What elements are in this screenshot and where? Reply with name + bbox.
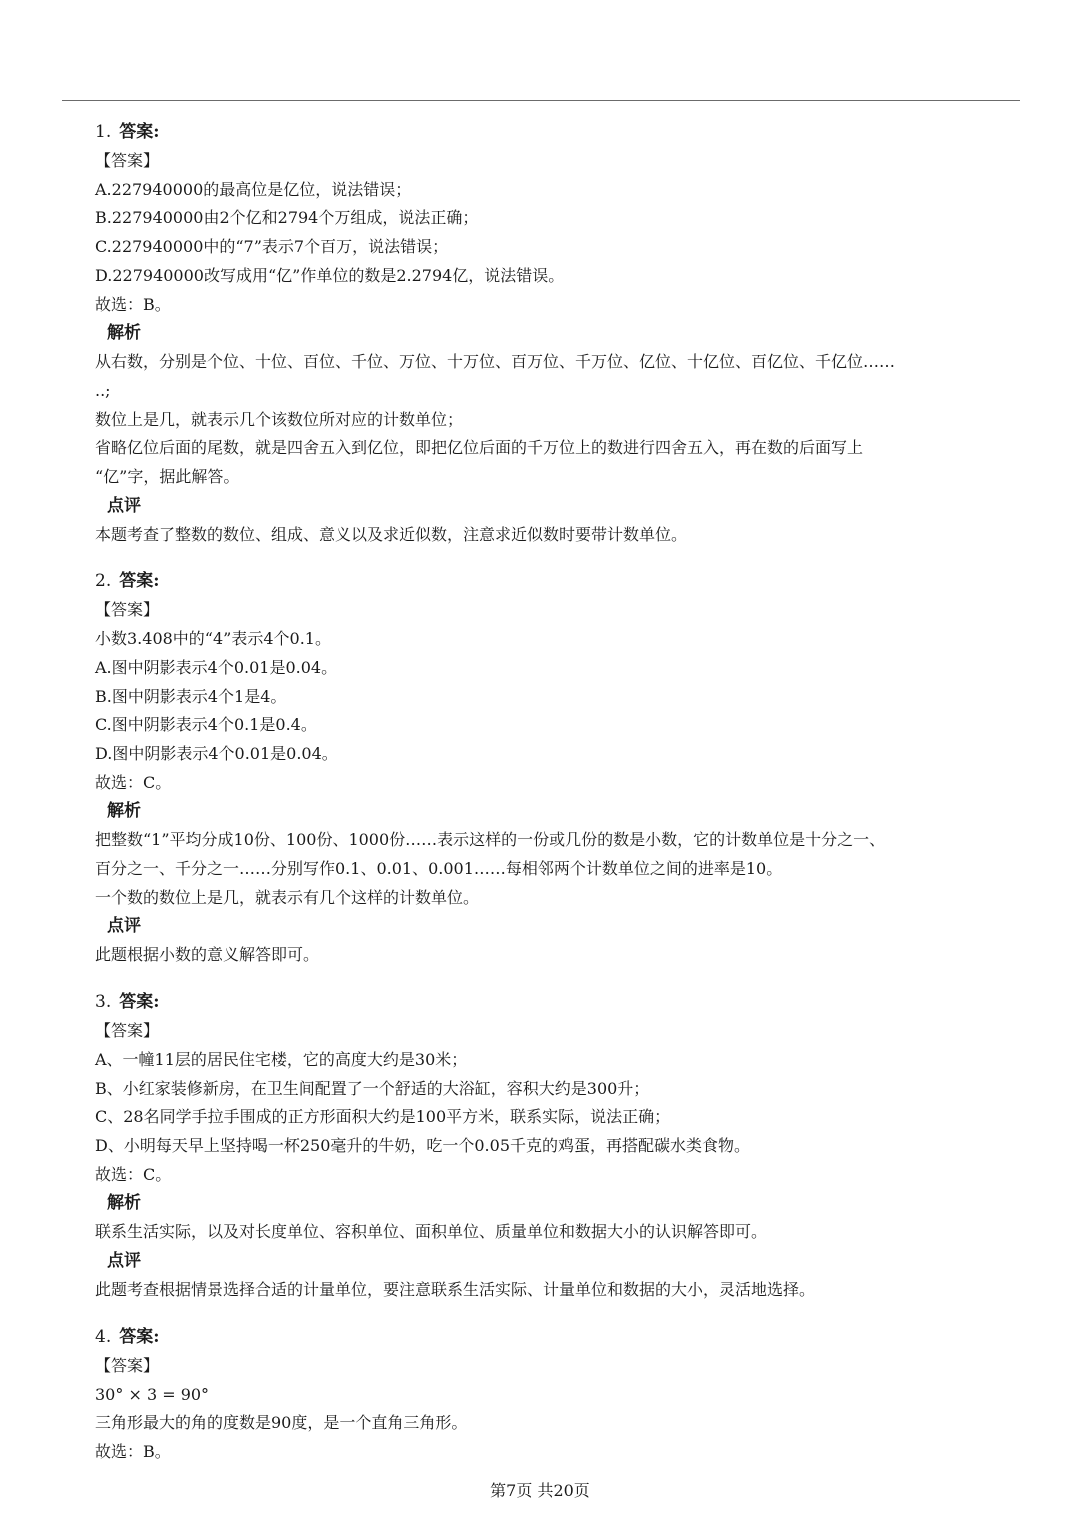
answer-heading: 【答案】 — [95, 1021, 160, 1041]
header-rule — [62, 100, 1020, 101]
analysis-line: 从右数，分别是个位、十位、百位、千位、万位、十万位、百万位、千万位、亿位、十亿位、百亿位、千亿位…… — [95, 352, 896, 372]
analysis-heading: 解析 — [107, 1193, 141, 1214]
analysis-line: 把整数“1”平均分成10份、100份、1000份……表示这样的一份或几份的数是小数，它的计数单位是十分之一、 — [95, 830, 886, 850]
answer-line: 故选：C。 — [95, 772, 172, 792]
comment-line: 本题考查了整数的数位、组成、意义以及求近似数，注意求近似数时要带计数单位。 — [95, 524, 688, 544]
answer-label: 答案: — [119, 1326, 160, 1347]
answer-heading: 【答案】 — [95, 1355, 160, 1375]
analysis-heading: 解析 — [107, 801, 141, 822]
analysis-line: “亿”字，据此解答。 — [95, 467, 240, 487]
answer-heading: 【答案】 — [95, 151, 160, 170]
answer-line: B、小红家装修新房，在卫生间配置了一个舒适的大浴缸，容积大约是300升； — [95, 1078, 650, 1098]
answer-label: 答案: — [119, 992, 160, 1013]
page-footer: 第7页 共20页 — [490, 1481, 590, 1500]
answer-line: C、28名同学手拉手围成的正方形面积大约是100平方米，联系实际，说法正确； — [95, 1107, 671, 1127]
answer-label: 答案: — [119, 122, 160, 142]
analysis-line: 省略亿位后面的尾数，就是四舍五入到亿位，即把亿位后面的千万位上的数进行四舍五入，再在数的后面写上 — [95, 438, 864, 458]
analysis-line: ..; — [95, 380, 111, 400]
comment-line: 此题考查根据情景选择合适的计量单位，要注意联系生活实际、计量单位和数据的大小，灵活地选择。 — [95, 1280, 816, 1300]
analysis-line: 百分之一、千分之一……分别写作0.1、0.01、0.001……每相邻两个计数单位之间的进率是10。 — [95, 859, 783, 879]
answer-line: 30° × 3 = 90° — [95, 1384, 210, 1404]
question-header — [95, 118, 1040, 147]
question-block — [95, 118, 1040, 549]
answer-line: D、小明每天早上坚持喝一杯250毫升的牛奶，吃一个0.05千克的鸡蛋，再搭配碳水类食物。 — [95, 1135, 750, 1155]
answer-line: 小数3.408中的“4”表示4个0.1。 — [95, 629, 331, 649]
comment-heading: 点评 — [107, 1251, 141, 1272]
solution-content — [95, 118, 1040, 1485]
answer-line: 故选：C。 — [95, 1164, 172, 1184]
comment-heading: 点评 — [107, 495, 141, 516]
question-number: 1. — [95, 122, 112, 142]
question-block — [95, 1323, 1040, 1467]
answer-line: B.227940000由2个亿和2794个万组成，说法正确； — [95, 208, 479, 228]
answer-line: 故选：B。 — [95, 1441, 171, 1461]
question-number: 2. — [95, 571, 112, 592]
analysis-line: 数位上是几，就表示几个该数位所对应的计数单位； — [95, 409, 464, 429]
comment-line: 此题根据小数的意义解答即可。 — [95, 945, 320, 965]
answer-line: 三角形最大的角的度数是90度，是一个直角三角形。 — [95, 1413, 468, 1433]
answer-line: A.227940000的最高位是亿位，说法错误； — [95, 179, 412, 199]
question-header — [95, 988, 1040, 1017]
answer-line: B.图中阴影表示4个1是4。 — [95, 686, 287, 706]
question-number: 3. — [95, 992, 112, 1013]
answer-line: C.图中阴影表示4个0.1是0.4。 — [95, 715, 317, 735]
answer-line: D.图中阴影表示4个0.01是0.04。 — [95, 743, 338, 763]
answer-line: D.227940000改写成用“亿”作单位的数是2.2794亿，说法错误。 — [95, 265, 565, 285]
question-number: 4. — [95, 1326, 112, 1347]
question-header — [95, 567, 1040, 596]
analysis-heading: 解析 — [107, 323, 141, 344]
answer-label: 答案: — [119, 571, 160, 592]
question-block — [95, 988, 1040, 1305]
answer-line: A.图中阴影表示4个0.01是0.04。 — [95, 657, 338, 677]
question-block — [95, 567, 1040, 970]
analysis-line: 联系生活实际，以及对长度单位、容积单位、面积单位、质量单位和数据大小的认识解答即可。 — [95, 1222, 768, 1242]
answer-line: 故选：B。 — [95, 294, 171, 314]
analysis-line: 一个数的数位上是几，就表示有几个这样的计数单位。 — [95, 887, 480, 907]
comment-heading: 点评 — [107, 916, 141, 937]
answer-line: A、一幢11层的居民住宅楼，它的高度大约是30米； — [95, 1049, 468, 1069]
question-header — [95, 1323, 1040, 1352]
answer-line: C.227940000中的“7”表示7个百万，说法错误； — [95, 237, 449, 257]
answer-heading: 【答案】 — [95, 600, 160, 620]
